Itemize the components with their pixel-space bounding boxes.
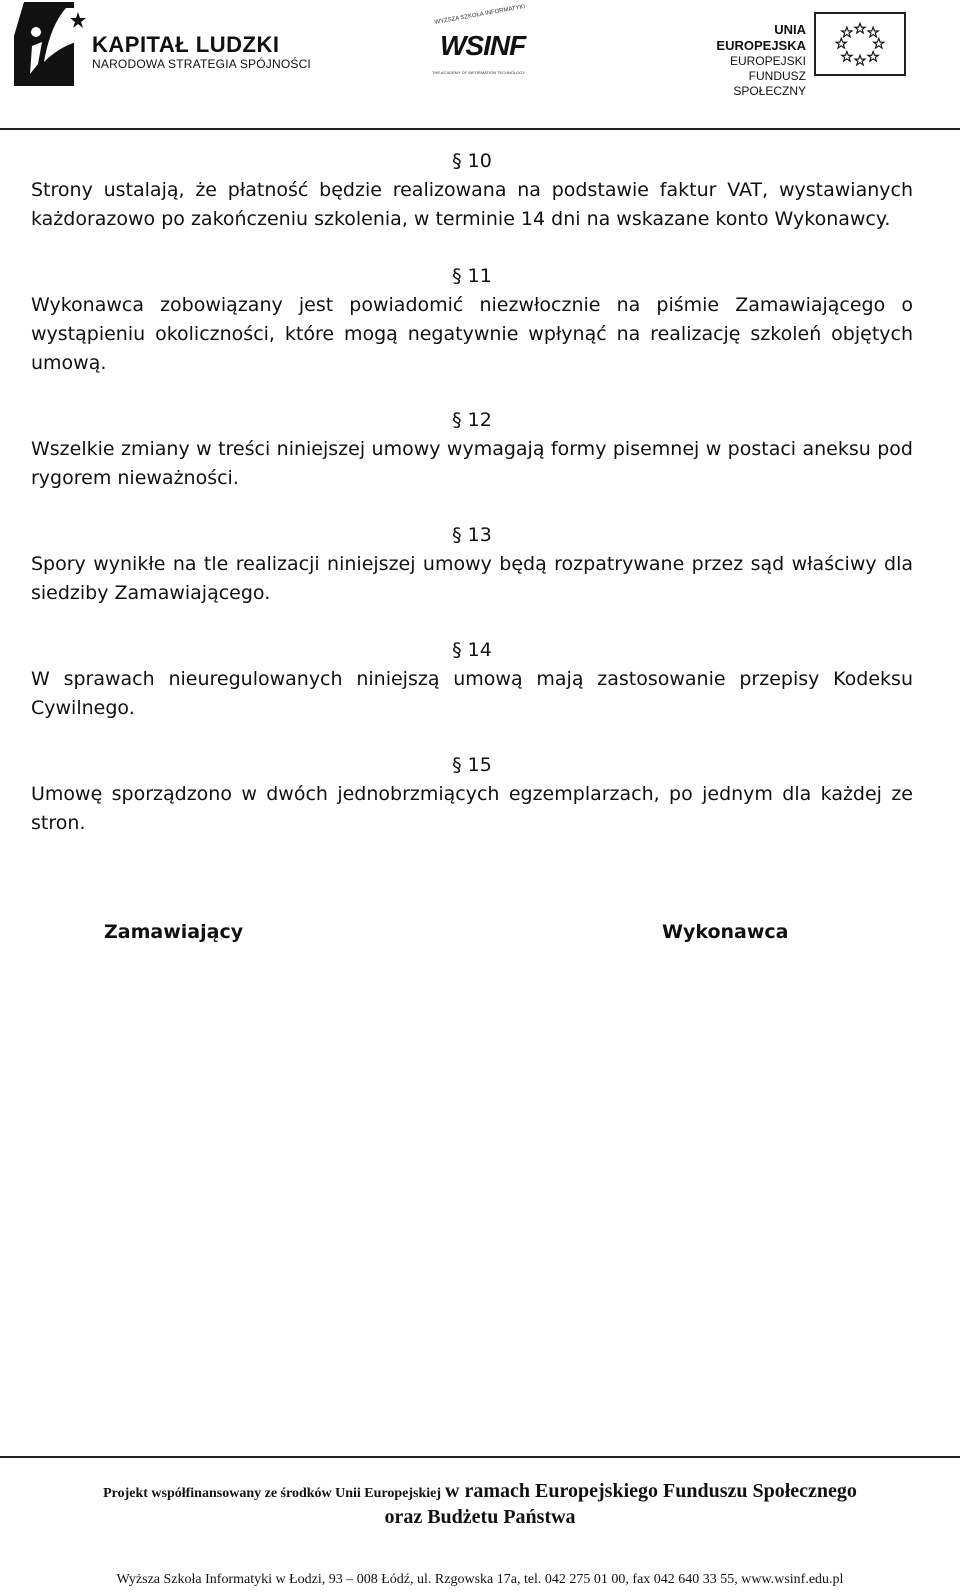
wsinf-logo [432,4,526,80]
kapital-ludzki-subtitle: NARODOWA STRATEGIA SPÓJNOŚCI [92,57,311,71]
footer-address-line: Wyższa Szkoła Informatyki w Łodzi, 93 – 008 Łódź, ul. Rzgowska 17a, tel. 042 275 01 00, fax 042 640 33 55, www.wsinf.edu.pl [116,1572,844,1587]
eu-line-3: FUNDUSZ SPOŁECZNY [733,69,806,98]
footer-funding-line [0,1480,960,1503]
section-heading: § 13 [452,524,492,546]
section-heading: § 11 [452,265,492,287]
kapital-ludzki-title: KAPITAŁ LUDZKI [92,32,280,57]
section-heading: § 12 [452,409,492,431]
section-13 [31,521,913,608]
page-header [0,0,960,130]
section-15 [31,751,913,838]
wsinf-tagline: THE ACADEMY OF INFORMATION TECHNOLOGY [432,70,526,75]
footer-funding-big: w ramach Europejskiego Funduszu Społecznego [445,1480,857,1502]
section-text: Wykonawca zobowiązany jest powiadomić niezwłocznie na piśmie Zamawiającego o wystąpieniu okoliczności, które mogą negatywnie wpłynąć na realizację szkoleń objętych umową. [31,294,913,374]
signature-contractor-label: Wykonawca [662,921,789,943]
eu-line-1: UNIA EUROPEJSKA [716,22,806,53]
section-11 [31,262,913,378]
section-text: Umowę sporządzono w dwóch jednobrzmiących egzemplarzach, po jednym dla każdej ze stron. [31,783,913,834]
eu-logo [684,12,924,98]
kapital-ludzki-logo [14,2,314,86]
footer-funding-small: Projekt współfinansowany ze środków Unii Europejskiej [103,1486,442,1501]
eu-text-block [684,22,806,99]
section-14 [31,636,913,723]
section-heading: § 15 [452,754,492,776]
kapital-ludzki-emblem-icon [14,2,90,86]
header-divider [0,128,960,130]
signature-client-label: Zamawiający [104,921,244,943]
wsinf-wordmark: WSINF [440,30,526,61]
section-text: W sprawach nieuregulowanych niniejszą umową mają zastosowanie przepisy Kodeksu Cywilnego. [31,668,913,719]
eu-line-2: EUROPEJSKI [729,54,806,68]
section-10 [31,147,913,234]
section-heading: § 14 [452,639,492,661]
eu-flag-icon [814,12,906,76]
section-heading: § 10 [452,150,492,172]
section-text: Wszelkie zmiany w treści niniejszej umowy wymagają formy pisemnej w postaci aneksu pod rygorem nieważności. [31,438,913,489]
section-12 [31,406,913,493]
document-body [31,147,913,838]
footer-budget-line: oraz Budżetu Państwa [384,1506,576,1528]
section-text: Spory wynikłe na tle realizacji niniejszej umowy będą rozpatrywane przez sąd właściwy dla siedziby Zamawiającego. [31,553,913,604]
footer-divider [0,1456,960,1458]
wsinf-arc-text: WYŻSZA SZKOŁA INFORMATYKI [434,4,526,26]
section-text: Strony ustalają, że płatność będzie realizowana na podstawie faktur VAT, wystawianych każdorazowo po zakończeniu szkolenia, w terminie 14 dni na wskazane konto Wykonawcy. [31,179,913,230]
